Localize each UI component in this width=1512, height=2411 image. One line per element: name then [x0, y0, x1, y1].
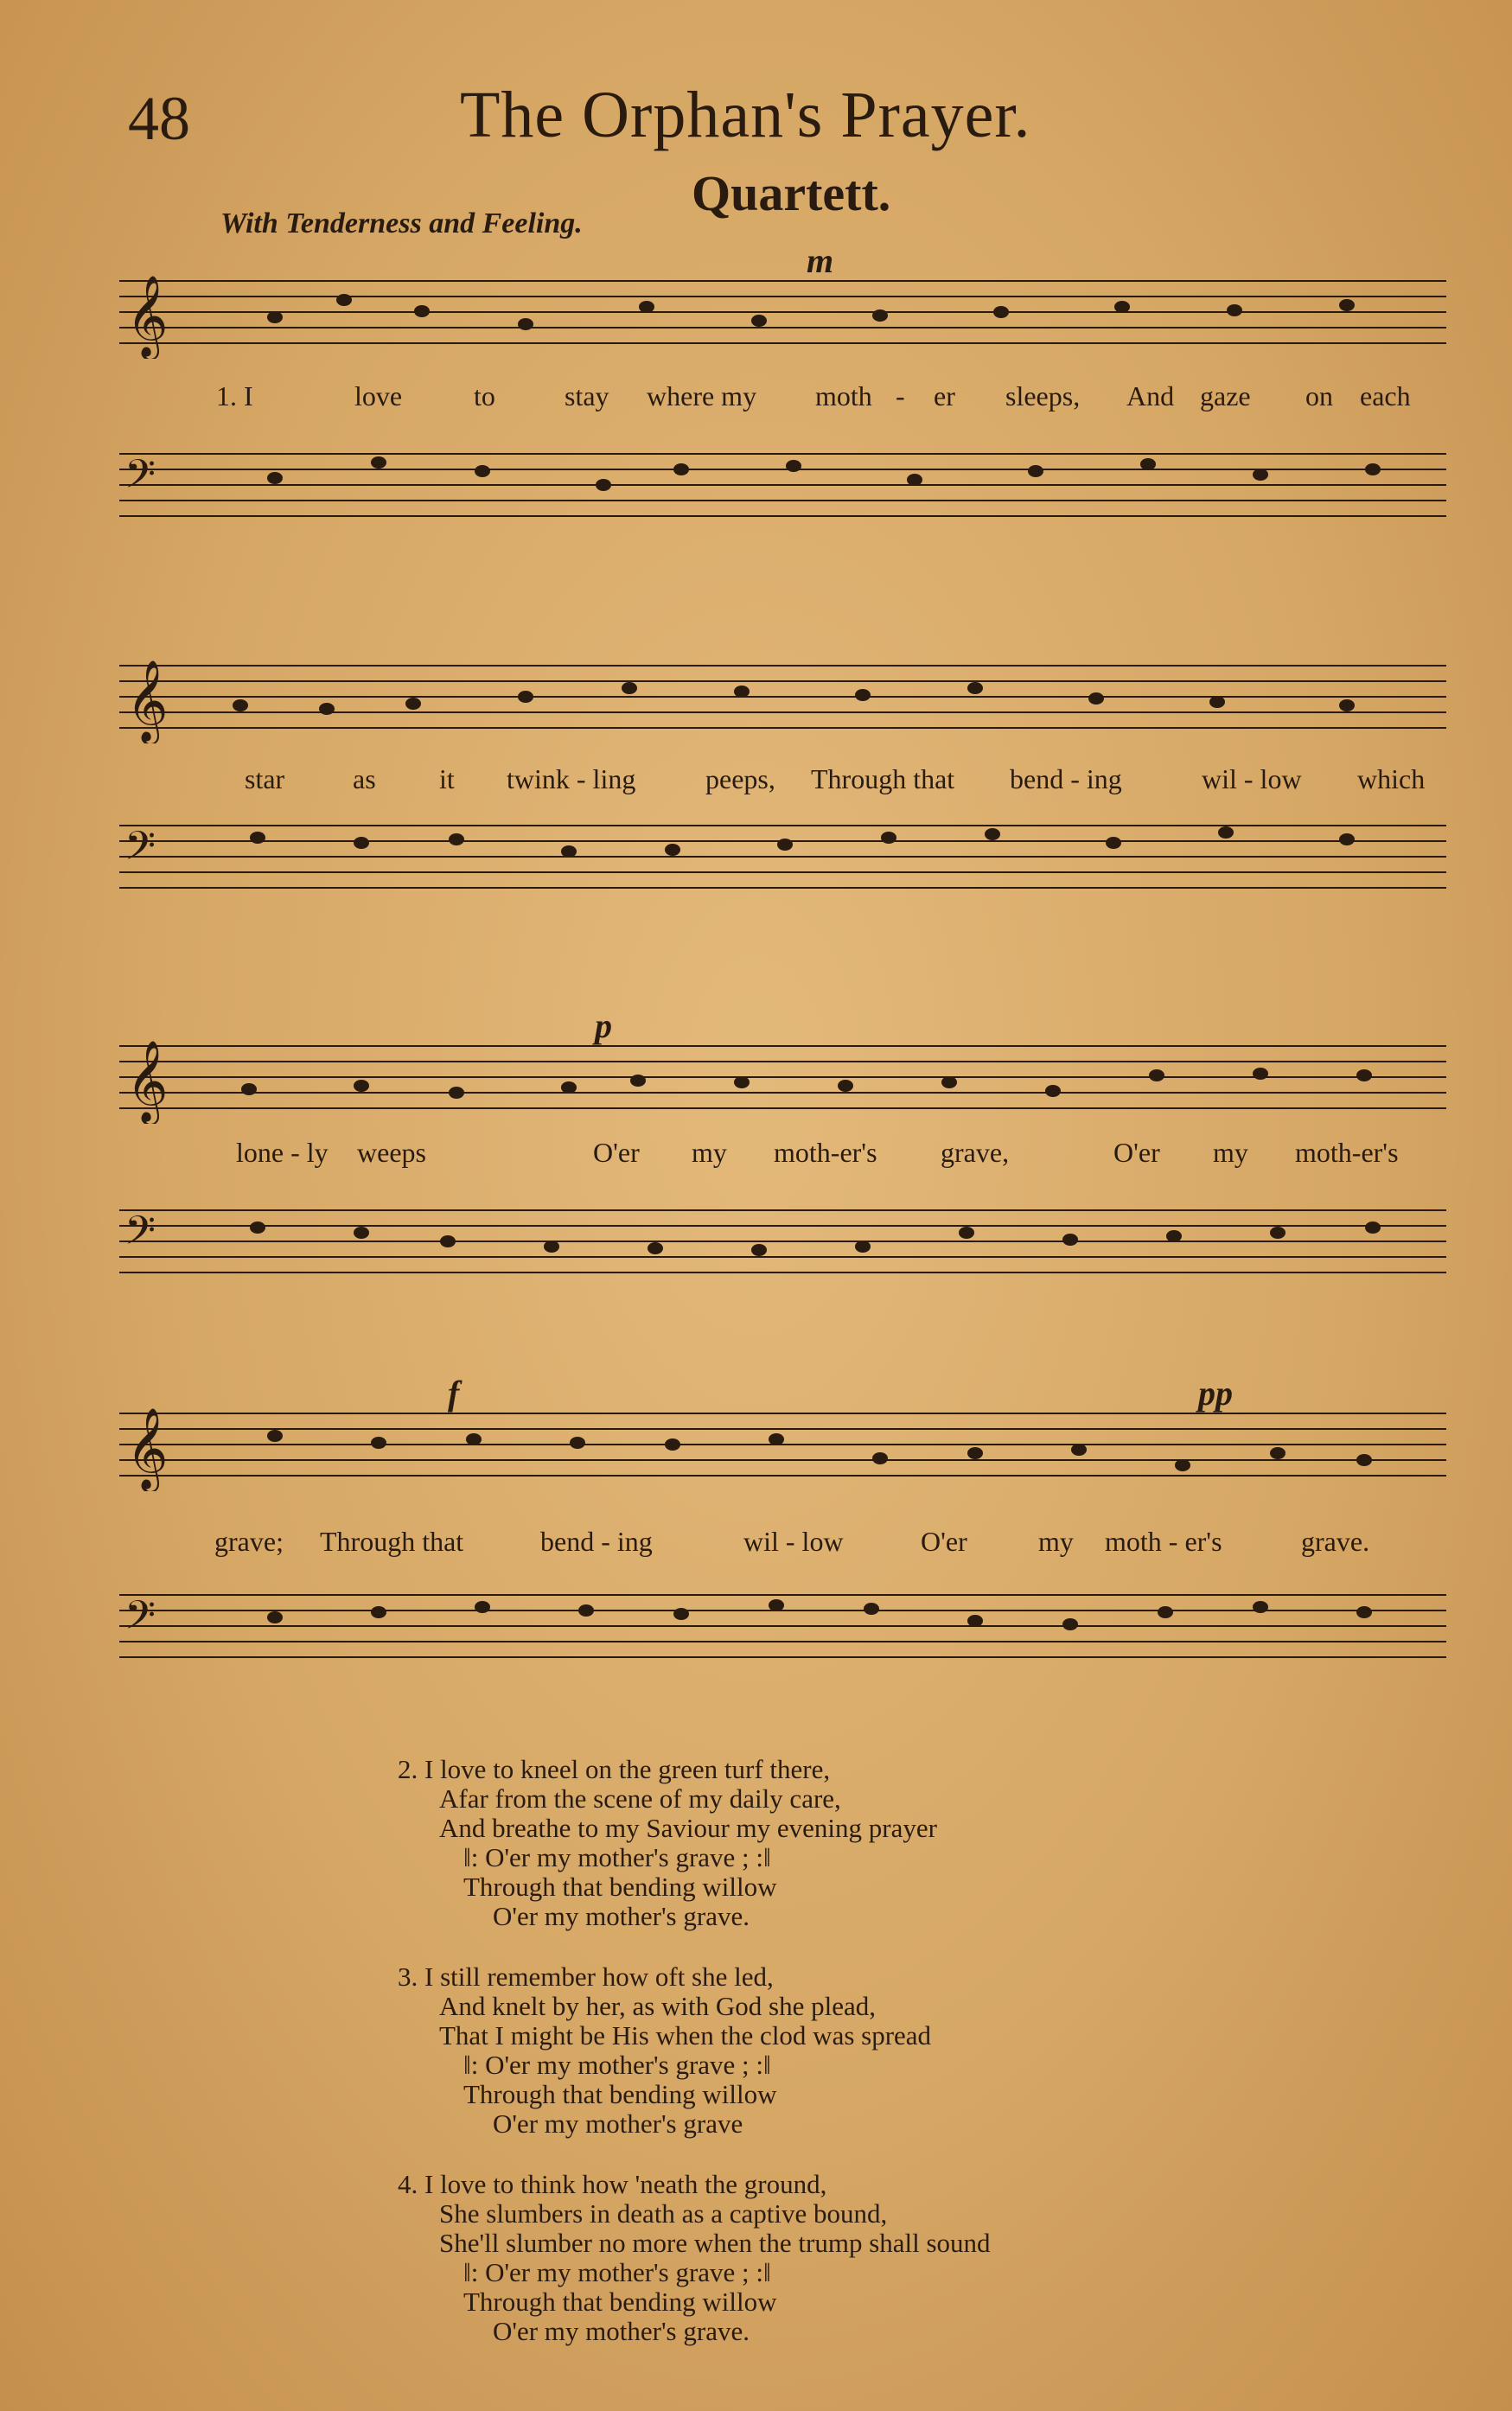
verse-line: Through that bending willow [463, 2079, 777, 2109]
tempo-marking: With Tenderness and Feeling. [220, 207, 583, 239]
verse-line: ‖: O'er my mother's grave ; :‖ [463, 1842, 771, 1872]
lyric: love [354, 380, 403, 411]
lyric: peeps, [705, 763, 775, 794]
lyric: grave, [941, 1137, 1010, 1168]
lyric: grave. [1301, 1526, 1370, 1557]
verse-line: 4. I love to think how 'neath the ground, [398, 2169, 827, 2199]
lyric: wil - low [743, 1526, 844, 1557]
dynamic-marking: pp [1198, 1374, 1233, 1413]
verse-2 [398, 1755, 991, 1931]
treble-staff [119, 1037, 1446, 1124]
dynamic-marking: p [595, 1006, 612, 1045]
verse-line: And knelt by her, as with God she plead, [439, 1991, 876, 2021]
bass-staff [119, 1202, 1446, 1288]
lyric: twink - ling [507, 763, 636, 794]
verse-line: She slumbers in death as a captive bound, [439, 2198, 888, 2229]
lyric-row-4 [119, 1526, 1446, 1564]
additional-verses [398, 1755, 991, 2377]
verse-4 [398, 2170, 991, 2346]
verse-line: Through that bending willow [463, 2287, 777, 2317]
verse-line: And breathe to my Saviour my evening prayer [439, 1813, 937, 1843]
svg-text:𝄞: 𝄞 [126, 275, 169, 357]
bass-staff [119, 817, 1446, 903]
lyric: O'er [921, 1526, 967, 1557]
lyric: er [934, 380, 955, 411]
treble-staff [119, 1405, 1446, 1491]
lyric: moth-er's [774, 1137, 877, 1168]
verse-line: ‖: O'er my mother's grave ; :‖ [463, 2257, 771, 2287]
lyric: bend - ing [540, 1526, 653, 1557]
lyric: weeps [357, 1137, 426, 1168]
lyric: Through that [811, 763, 955, 794]
lyric: O'er [593, 1137, 640, 1168]
lyric: to [474, 380, 495, 411]
verse-line: That I might be His when the clod was spread [439, 2020, 932, 2051]
treble-staff [119, 272, 1446, 359]
lyric: which [1357, 763, 1426, 794]
lyric: 1. I [216, 380, 253, 411]
svg-text:𝄢: 𝄢 [124, 823, 156, 879]
lyric-row-1 [119, 380, 1446, 418]
verse-line: She'll slumber no more when the trump shall sound [439, 2228, 991, 2258]
lyric: on [1305, 380, 1333, 411]
verse-line: O'er my mother's grave [493, 2108, 743, 2139]
lyric: moth [815, 380, 872, 411]
lyric: my [692, 1137, 727, 1168]
dynamic-marking: m [807, 241, 834, 280]
bass-staff [119, 1586, 1446, 1673]
lyric: moth - er's [1105, 1526, 1222, 1557]
verse-line: 2. I love to kneel on the green turf there, [398, 1754, 831, 1784]
svg-text:𝄢: 𝄢 [124, 1208, 156, 1264]
lyric: gaze [1200, 380, 1251, 411]
verse-line: O'er my mother's grave. [493, 1901, 750, 1931]
verse-line: O'er my mother's grave. [493, 2316, 750, 2346]
lyric: lone - ly [236, 1137, 329, 1168]
verse-line: ‖: O'er my mother's grave ; :‖ [463, 2050, 771, 2080]
verse-line: Afar from the scene of my daily care, [439, 1783, 841, 1814]
svg-text:𝄢: 𝄢 [124, 1592, 156, 1649]
svg-text:𝄢: 𝄢 [124, 451, 156, 507]
lyric: stay [565, 380, 609, 411]
lyric: And [1126, 380, 1175, 411]
bass-staff [119, 445, 1446, 532]
lyric: bend - ing [1010, 763, 1122, 794]
hymn-subtitle: Quartett. [692, 165, 891, 221]
lyric: moth-er's [1295, 1137, 1399, 1168]
lyric: where my [647, 380, 757, 411]
verse-line: Through that bending willow [463, 1872, 777, 1902]
lyric: - [896, 380, 905, 411]
page-number: 48 [128, 84, 190, 153]
lyric: each [1360, 380, 1411, 411]
verse-line: 3. I still remember how oft she led, [398, 1961, 774, 1992]
svg-text:𝄞: 𝄞 [126, 660, 169, 742]
treble-staff [119, 657, 1446, 743]
hymn-title: The Orphan's Prayer. [460, 79, 1031, 151]
lyric: star [245, 763, 285, 794]
svg-text:𝄞: 𝄞 [126, 1040, 169, 1122]
lyric-row-3 [119, 1137, 1446, 1175]
lyric: my [1038, 1526, 1074, 1557]
svg-text:𝄞: 𝄞 [126, 1407, 169, 1489]
lyric: sleeps, [1005, 380, 1081, 411]
lyric: Through that [320, 1526, 464, 1557]
lyric: as [353, 763, 376, 794]
lyric: wil - low [1202, 763, 1302, 794]
lyric: my [1213, 1137, 1248, 1168]
verse-3 [398, 1962, 991, 2139]
lyric: O'er [1113, 1137, 1160, 1168]
lyric: it [439, 763, 455, 794]
lyric-row-2 [119, 763, 1446, 801]
dynamic-marking: f [448, 1374, 460, 1413]
lyric: grave; [214, 1526, 284, 1557]
